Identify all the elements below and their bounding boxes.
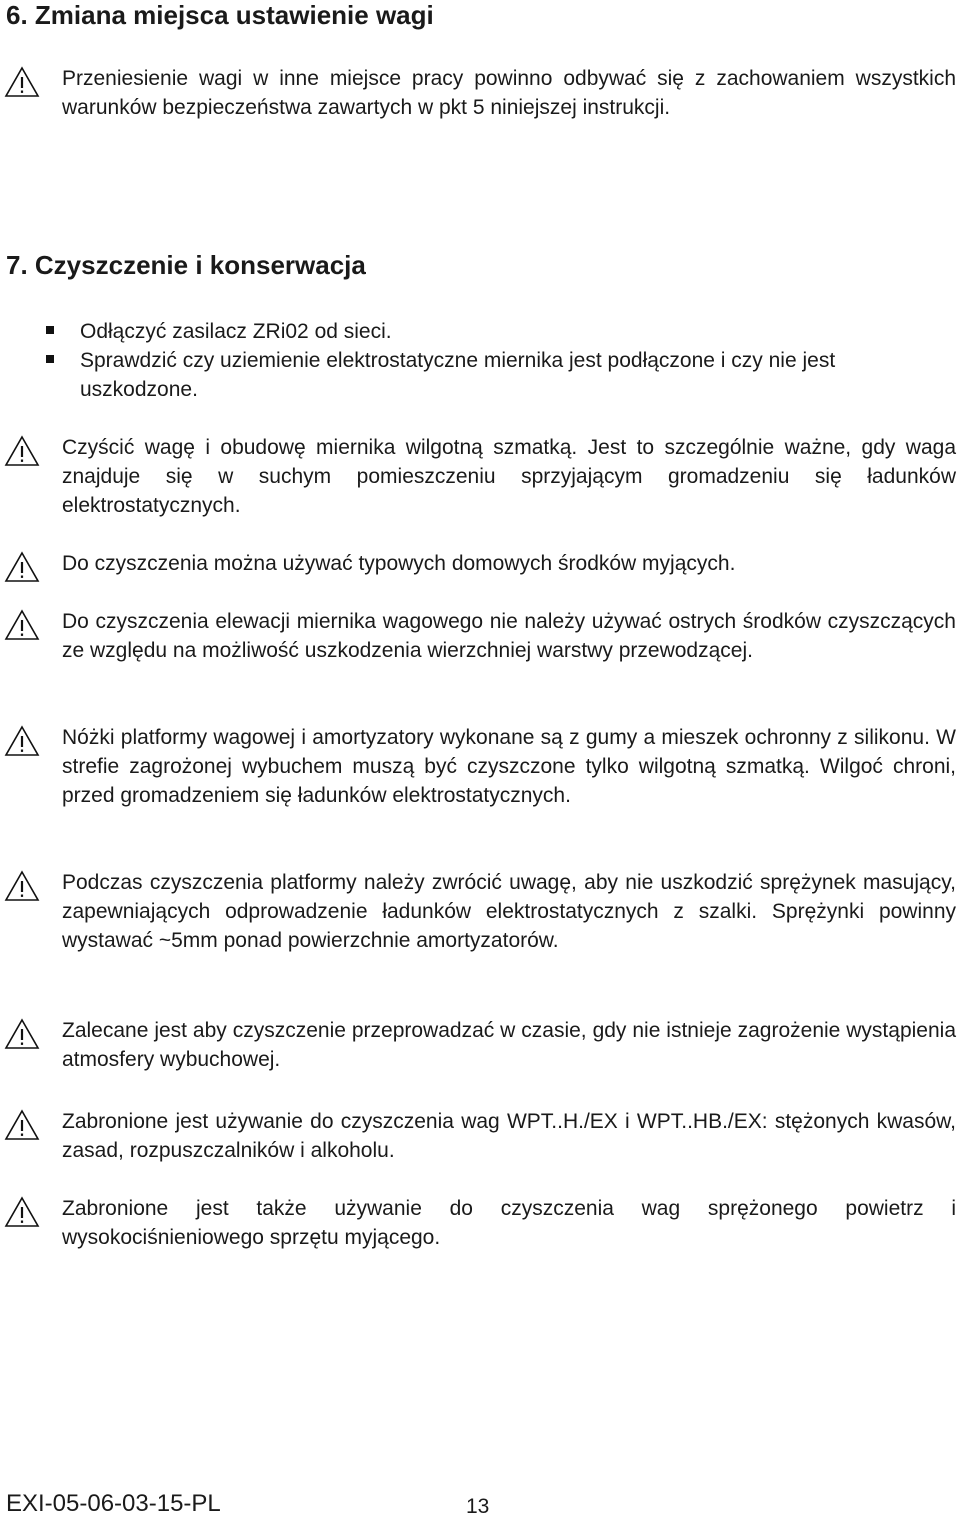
warning-icon: [4, 609, 40, 641]
warning-icon: [4, 1018, 40, 1050]
bullet-square-icon: [46, 326, 54, 334]
list-item-text: Odłączyć zasilacz ZRi02 od sieci.: [80, 320, 392, 343]
list-item-text: Sprawdzić czy uziemienie elektrostatyczne miernika jest podłączone i czy nie jest uszkodzone.: [80, 349, 836, 401]
section-7-title: 7. Czyszczenie i konserwacja: [6, 250, 366, 280]
warning-icon: [4, 66, 40, 98]
list-item: [46, 317, 956, 346]
list-item: [46, 346, 956, 404]
warning-text: Zabronione jest także używanie do czyszczenia wag sprężonego powietrz i wysokociśnieniowego sprzętu myjącego.: [62, 1197, 956, 1249]
warning-icon: [4, 435, 40, 467]
warning-text: Nóżki platformy wagowej i amortyzatory wykonane są z gumy a mieszek ochronny z silikonu. W strefie zagrożonej wybuchem muszą być czyszczone tylko wilgotną szmatką. Wilgoć chroni, przed gromadzeniem się ładunków elektrostatycznych.: [62, 726, 956, 807]
warning-icon: [4, 551, 40, 583]
bullet-square-icon: [46, 355, 54, 363]
page-number: 13: [466, 1495, 490, 1518]
warning-text: Czyścić wagę i obudowę miernika wilgotną szmatką. Jest to szczególnie ważne, gdy waga znajduje się w suchym pomieszczeniu sprzyjającym gromadzeniu się ładunków elektrostatycznych.: [62, 436, 956, 517]
warning-text: Zalecane jest aby czyszczenie przeprowadzać w czasie, gdy nie istnieje zagrożenie wystąpienia atmosfery wybuchowej.: [62, 1019, 956, 1071]
warning-text: Do czyszczenia można używać typowych domowych środków myjących.: [62, 552, 736, 575]
warning-text: Zabronione jest używanie do czyszczenia wag WPT..H./EX i WPT..HB./EX: stężonych kwasów, zasad, rozpuszczalników i alkoholu.: [62, 1110, 956, 1162]
bullet-list: [46, 317, 956, 404]
warning-icon: [4, 870, 40, 902]
warning-icon: [4, 1109, 40, 1141]
warning-text: Do czyszczenia elewacji miernika wagowego nie należy używać ostrych środków czyszczących ze względu na możliwość uszkodzenia wierzchniej warstwy przewodzącej.: [62, 610, 956, 662]
document-code: EXI-05-06-03-15-PL: [6, 1490, 221, 1517]
warning-text: Przeniesienie wagi w inne miejsce pracy powinno odbywać się z zachowaniem wszystkich warunków bezpieczeństwa zawartych w pkt 5 niniejszej instrukcji.: [62, 67, 956, 119]
warning-icon: [4, 725, 40, 757]
section-6-title: 6. Zmiana miejsca ustawienie wagi: [6, 0, 434, 30]
warning-text: Podczas czyszczenia platformy należy zwrócić uwagę, aby nie uszkodzić sprężynek masujący, zapewniających odprowadzenie ładunków elektrostatycznych z szalki. Sprężynki powinny wystawać ~5mm ponad powierzchnie amortyzatorów.: [62, 871, 956, 952]
warning-icon: [4, 1196, 40, 1228]
